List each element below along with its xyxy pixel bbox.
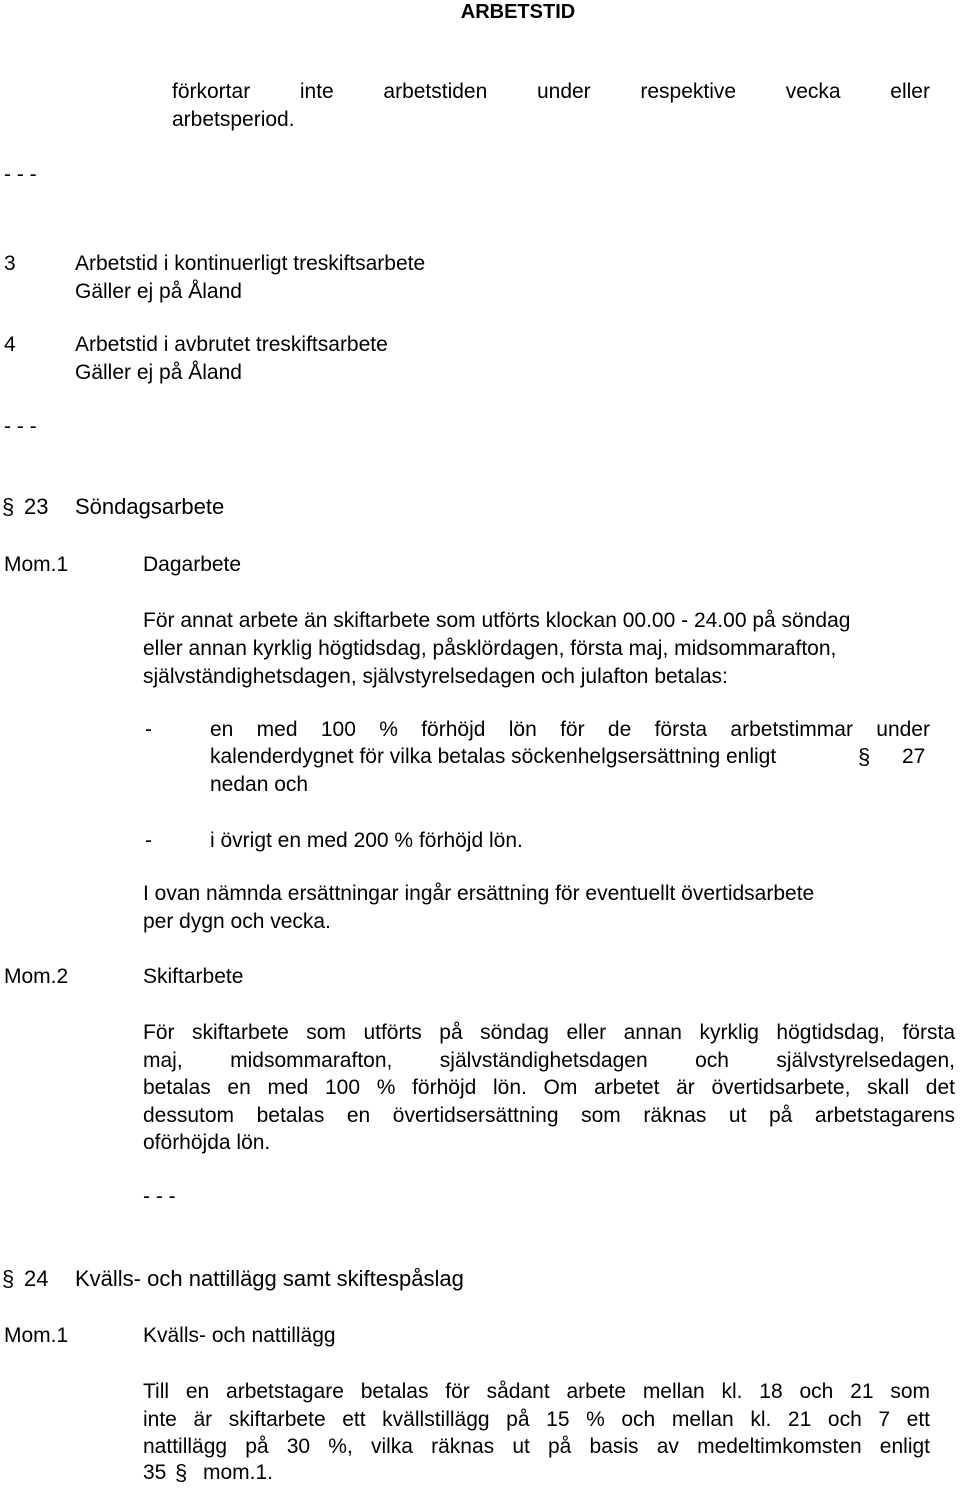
word: de xyxy=(607,718,632,741)
item-title: Arbetstid i avbrutet treskiftsarbete xyxy=(75,333,388,356)
paragraph-line: nattillägg på 30 %, vilka räknas ut på basis av medeltimkomsten enligt xyxy=(143,1435,930,1458)
section-symbol: § xyxy=(2,494,15,519)
paragraph-line: maj, midsommarafton, självständighetsdagen och självstyrelsedagen, xyxy=(143,1048,955,1072)
separator: - - - xyxy=(4,415,37,438)
section-symbol: § xyxy=(858,744,871,769)
word: förhöjd xyxy=(421,718,486,741)
item-number: 4 xyxy=(4,333,16,356)
section-title: Kvälls- och nattillägg samt skiftespåslag xyxy=(75,1266,464,1291)
word: vecka xyxy=(785,80,841,103)
intro-line-1 xyxy=(172,80,930,104)
bullet-dash: - xyxy=(145,829,152,852)
word: under xyxy=(536,80,591,103)
mom-heading: Dagarbete xyxy=(143,553,242,576)
mom-label: Mom.2 xyxy=(4,965,69,988)
word: med xyxy=(256,718,298,741)
word: 100 xyxy=(320,718,356,741)
word: arbetstiden xyxy=(383,80,488,103)
item-note: Gäller ej på Åland xyxy=(75,280,242,303)
word: förkortar xyxy=(172,80,251,103)
bullet-line xyxy=(210,718,930,742)
word: lön xyxy=(508,718,537,741)
mom-heading: Kvälls- och nattillägg xyxy=(143,1324,336,1347)
paragraph-line: per dygn och vecka. xyxy=(143,910,331,933)
section-title: Söndagsarbete xyxy=(75,494,225,519)
paragraph-line: För skiftarbete som utförts på söndag eller annan kyrklig högtidsdag, första xyxy=(143,1021,955,1044)
paragraph-line: I ovan nämnda ersättningar ingår ersättning för eventuellt övertidsarbete xyxy=(143,882,815,905)
paragraph-line: inte är skiftarbete ett kvällstillägg på 15 % och mellan kl. 21 och 7 ett xyxy=(143,1407,930,1431)
section-ref: 27 xyxy=(902,745,926,768)
bullet-line: nedan och xyxy=(210,773,309,796)
word: under xyxy=(876,718,930,741)
paragraph-line: betalas en med 100 % förhöjd lön. Om arbetet är övertidsarbete, skall det xyxy=(143,1076,955,1099)
word: en xyxy=(210,718,234,741)
separator: - - - xyxy=(4,163,37,186)
page-title: ARBETSTID xyxy=(460,1,576,23)
intro-line-2: arbetsperiod. xyxy=(172,108,295,131)
word: arbetstimmar xyxy=(730,718,853,741)
item-note: Gäller ej på Åland xyxy=(75,361,242,384)
mom-label: Mom.1 xyxy=(4,553,69,576)
bullet-line: kalenderdygnet för vilka betalas söckenhelgsersättning enligt xyxy=(210,745,777,768)
paragraph-line: För annat arbete än skiftarbete som utförts klockan 00.00 - 24.00 på söndag xyxy=(143,609,851,632)
mom-heading: Skiftarbete xyxy=(143,965,244,988)
word: respektive xyxy=(640,80,737,103)
item-title: Arbetstid i kontinuerligt treskiftsarbete xyxy=(75,252,426,275)
section-symbol: § xyxy=(2,1266,15,1291)
mom1-paragraph xyxy=(143,1378,930,1461)
section-number: 23 xyxy=(24,494,49,519)
word: inte xyxy=(299,80,334,103)
word: % xyxy=(379,718,398,741)
section-ref-number: 35 xyxy=(143,1461,167,1484)
section-number: 24 xyxy=(24,1266,49,1291)
paragraph-line: dessutom betalas en övertidsersättning som räknas ut på arbetstagarens xyxy=(143,1103,955,1127)
word: eller xyxy=(890,80,930,103)
paragraph-line: oförhöjda lön. xyxy=(143,1131,271,1154)
item-number: 3 xyxy=(4,252,16,275)
word: för xyxy=(560,718,585,741)
paragraph-line: eller annan kyrklig högtidsdag, påsklördagen, första maj, midsommarafton, xyxy=(143,637,837,660)
paragraph-line: självständighetsdagen, självstyrelsedagen och julafton betalas: xyxy=(143,665,728,688)
bullet-line: i övrigt en med 200 % förhöjd lön. xyxy=(210,829,523,852)
section-ref: mom.1. xyxy=(203,1461,274,1484)
separator: - - - xyxy=(143,1185,176,1208)
paragraph-line: Till en arbetstagare betalas för sådant arbete mellan kl. 18 och 21 som xyxy=(143,1380,930,1403)
section-symbol: § xyxy=(175,1460,188,1485)
mom-label: Mom.1 xyxy=(4,1324,69,1347)
bullet-dash: - xyxy=(145,718,152,741)
mom2-paragraph xyxy=(143,1019,955,1157)
word: första xyxy=(654,718,708,741)
